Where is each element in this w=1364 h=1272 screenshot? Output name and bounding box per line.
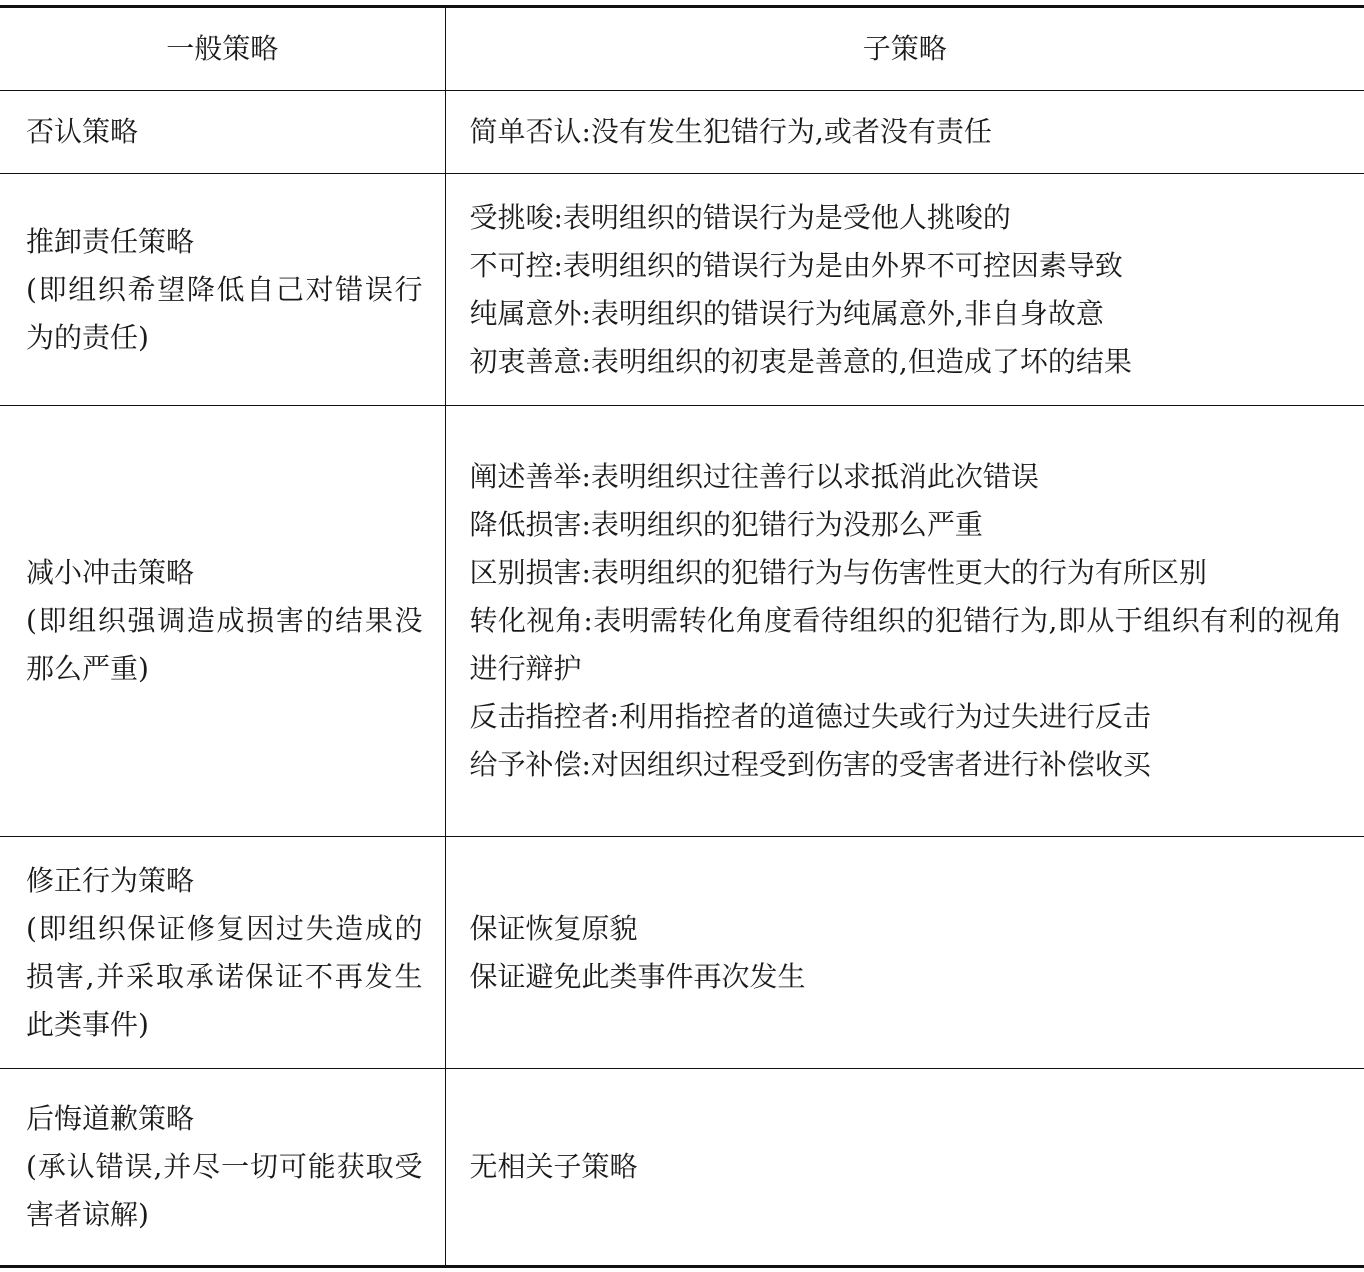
table-row — [0, 174, 1364, 406]
sub-strategy-item: 给予补偿:对因组织过程受到伤害的受害者进行补偿收买 — [469, 748, 1151, 781]
sub-strategy-item: 降低损害:表明组织的犯错行为没那么严重 — [469, 508, 983, 541]
sub-strategy-item: 不可控:表明组织的错误行为是由外界不可控因素导致 — [469, 248, 1123, 282]
sub-strategy-cell — [445, 1069, 1364, 1267]
strategy-table-container — [0, 5, 1364, 1268]
header-row — [0, 7, 1364, 91]
strategy-table — [0, 5, 1364, 1268]
sub-strategy-item: 初衷善意:表明组织的初衷是善意的,但造成了坏的结果 — [469, 344, 1132, 378]
table-row — [0, 406, 1364, 837]
strategy-note: (即组织强调造成损害的结果没那么严重) — [26, 604, 423, 685]
general-strategy-cell — [0, 91, 445, 174]
strategy-name: 后悔道歉策略 — [26, 1102, 195, 1135]
strategy-name: 减小冲击策略 — [26, 556, 195, 589]
general-strategy-cell — [0, 1069, 445, 1267]
sub-strategy-item: 保证恢复原貌 — [469, 911, 638, 945]
header-sub-strategy: 子策略 — [445, 7, 1364, 91]
general-strategy-cell — [0, 837, 445, 1069]
sub-strategy-item: 保证避免此类事件再次发生 — [469, 959, 806, 993]
strategy-note: (即组织保证修复因过失造成的损害,并采取承诺保证不再发生此类事件) — [26, 911, 423, 1041]
strategy-name: 修正行为策略 — [26, 863, 195, 897]
sub-strategy-item: 区别损害:表明组织的犯错行为与伤害性更大的行为有所区别 — [469, 556, 1207, 589]
sub-strategy-item: 转化视角:表明需转化角度看待组织的犯错行为,即从于组织有利的视角进行辩护 — [469, 604, 1342, 685]
table-row — [0, 1069, 1364, 1267]
strategy-note: (承认错误,并尽一切可能获取受害者谅解) — [26, 1150, 423, 1231]
table-row — [0, 91, 1364, 174]
sub-strategy-item: 无相关子策略 — [469, 1150, 638, 1183]
strategy-name: 否认策略 — [26, 115, 139, 148]
header-general-strategy: 一般策略 — [0, 7, 445, 91]
sub-strategy-cell — [445, 837, 1364, 1069]
sub-strategy-item: 受挑唆:表明组织的错误行为是受他人挑唆的 — [469, 200, 1011, 234]
table-row — [0, 837, 1364, 1069]
sub-strategy-item: 简单否认:没有发生犯错行为,或者没有责任 — [469, 115, 992, 148]
sub-strategy-cell — [445, 91, 1364, 174]
general-strategy-cell — [0, 174, 445, 406]
sub-strategy-item: 阐述善举:表明组织过往善行以求抵消此次错误 — [469, 460, 1039, 493]
strategy-name: 推卸责任策略 — [26, 224, 195, 258]
sub-strategy-item: 反击指控者:利用指控者的道德过失或行为过失进行反击 — [469, 700, 1151, 733]
strategy-note: (即组织希望降低自己对错误行为的责任) — [26, 272, 423, 354]
sub-strategy-cell — [445, 174, 1364, 406]
sub-strategy-cell — [445, 406, 1364, 837]
sub-strategy-item: 纯属意外:表明组织的错误行为纯属意外,非自身故意 — [469, 296, 1104, 330]
general-strategy-cell — [0, 406, 445, 837]
